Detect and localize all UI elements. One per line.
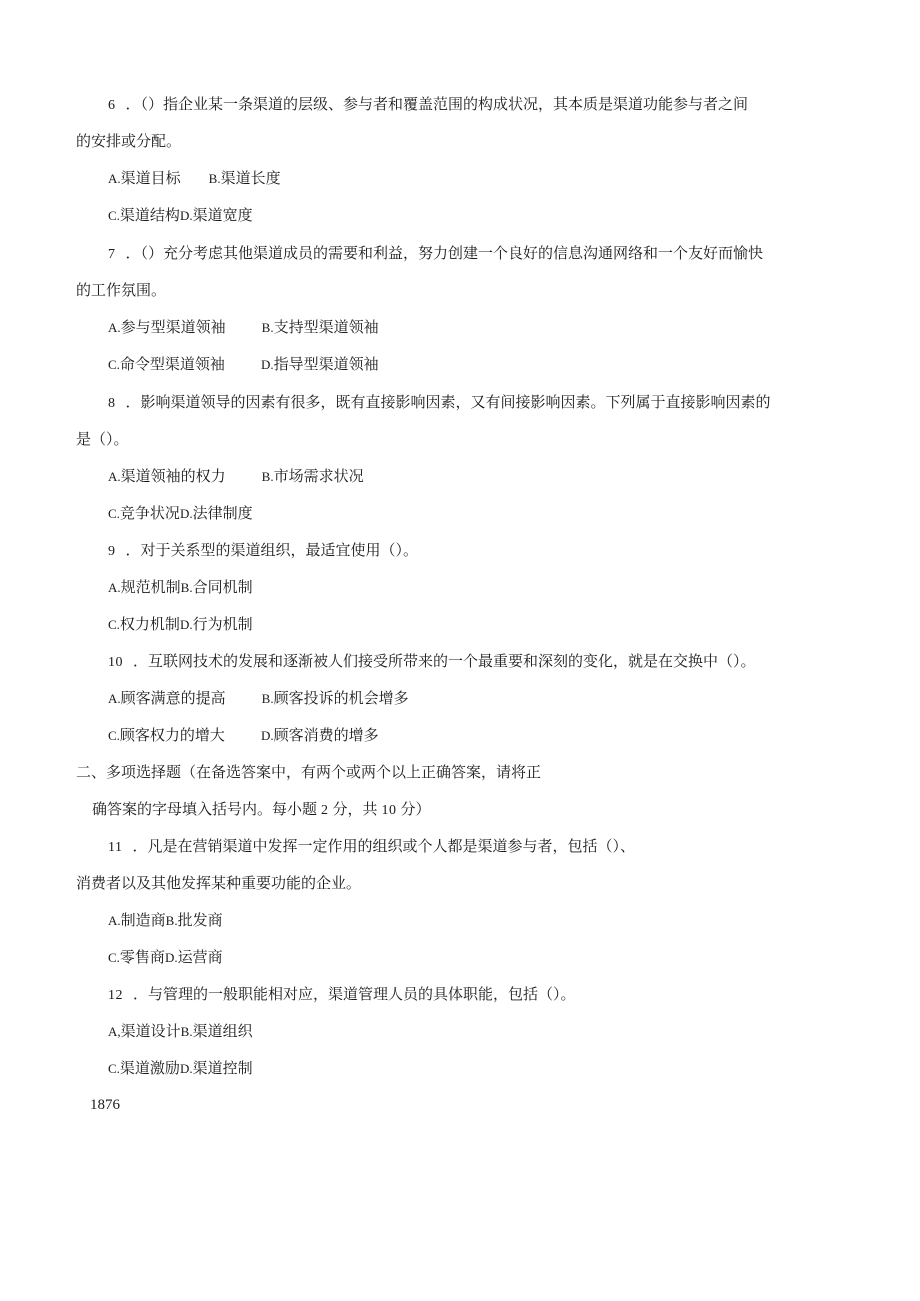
question-9-options-cd: C.权力机制D.行为机制: [108, 615, 253, 633]
question-6-options-cd: C.渠道结构D.渠道宽度: [108, 206, 253, 224]
question-number: 11: [108, 840, 123, 855]
question-12-stem: 12 ．与管理的一般职能相对应，渠道管理人员的具体职能，包括（）。: [108, 985, 576, 1003]
question-8-stem: 8 ．影响渠道领导的因素有很多，既有直接影响因素，又有间接影响因素。下列属于直接影响因素的: [108, 393, 771, 411]
question-12-options-cd: C.渠道激励D.渠道控制: [108, 1059, 253, 1077]
question-6-stem: 6 ．（）指企业某一条渠道的层级、参与者和覆盖范围的构成状况，其本质是渠道功能参与者之间: [108, 95, 749, 113]
question-10-stem: 10 ．互联网技术的发展和逐渐被人们接受所带来的一个最重要和深刻的变化，就是在交换中（）。: [108, 652, 756, 670]
question-11-stem: 11 ．凡是在营销渠道中发挥一定作用的组织或个人都是渠道参与者，包括（）、: [108, 837, 635, 855]
page-number: 1876: [90, 1097, 120, 1113]
question-number: 7: [108, 247, 116, 262]
question-number: 6: [108, 98, 116, 113]
question-9-stem: 9 ．对于关系型的渠道组织，最适宜使用（）。: [108, 541, 419, 559]
question-11-options-ab: A.制造商B.批发商: [108, 911, 223, 929]
question-6-options-ab: A.渠道目标 B.渠道长度: [108, 169, 281, 187]
question-number: 12: [108, 988, 123, 1003]
question-10-options-cd: C.顾客权力的增大 D.顾客消费的增多: [108, 726, 379, 744]
question-7-stem-cont: 的工作氛围。: [76, 281, 167, 299]
section-2-heading: 二、多项选择题（在备选答案中，有两个或两个以上正确答案，请将正: [76, 763, 542, 781]
question-7-stem: 7 ．（）充分考虑其他渠道成员的需要和利益，努力创建一个良好的信息沟通网络和一个友好而愉快: [108, 244, 764, 262]
section-2-heading-cont: 确答案的字母填入括号内。每小题 2 分，共 10 分）: [92, 800, 431, 818]
question-7-options-ab: A.参与型渠道领袖 B.支持型渠道领袖: [108, 318, 379, 336]
question-number: 9: [108, 544, 116, 559]
question-number: 8: [108, 396, 116, 411]
question-number: 10: [108, 655, 123, 670]
question-11-options-cd: C.零售商D.运营商: [108, 948, 223, 966]
question-8-stem-cont: 是（）。: [76, 430, 129, 448]
question-9-options-ab: A.规范机制B.合同机制: [108, 578, 253, 596]
question-8-options-ab: A.渠道领袖的权力 B.市场需求状况: [108, 467, 364, 485]
question-12-options-ab: A,渠道设计B.渠道组织: [108, 1022, 253, 1040]
question-11-stem-cont: 消费者以及其他发挥某种重要功能的企业。: [76, 874, 362, 892]
question-7-options-cd: C.命令型渠道领袖 D.指导型渠道领袖: [108, 355, 379, 373]
question-6-stem-cont: 的安排或分配。: [76, 132, 182, 150]
question-8-options-cd: C.竞争状况D.法律制度: [108, 504, 253, 522]
question-10-options-ab: A.顾客满意的提高 B.顾客投诉的机会增多: [108, 689, 409, 707]
